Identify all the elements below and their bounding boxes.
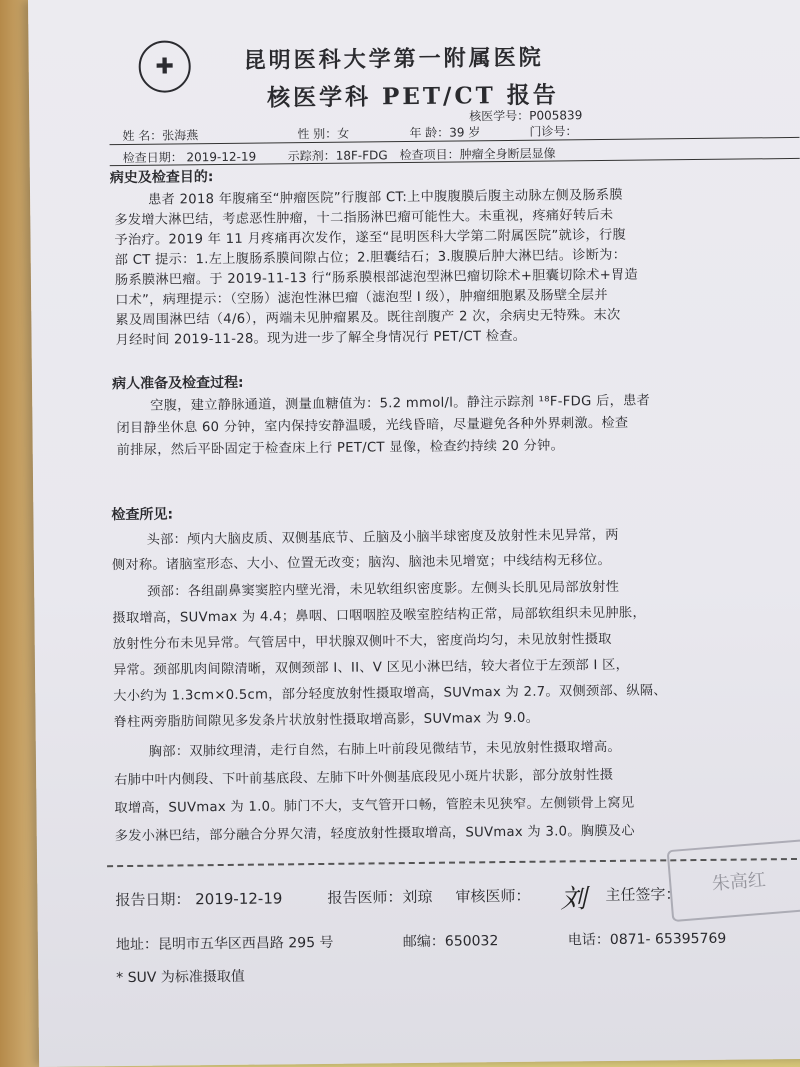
history-line: 肠系膜淋巴瘤。于 2019-11-13 行“肠系膜根部滤泡型淋巴瘤切除术+胆囊切除术+胃造 xyxy=(114,267,639,289)
patient-age: 年 龄：39 岁 xyxy=(409,125,481,141)
report-title: 核医学科 PET/CT 报告 xyxy=(266,81,559,112)
phone: 电话：0871- 65395769 xyxy=(567,930,727,949)
review-doctor: 审核医师： xyxy=(455,886,531,906)
history-line: 部 CT 提示：1.左上腹肠系膜间隙占位；2.胆囊结石；3.腹膜后肿大淋巴结。诊断为： xyxy=(114,247,627,269)
report-doctor: 报告医师：刘琼 xyxy=(327,887,433,907)
prep-title: 病人准备及检查过程: xyxy=(111,374,244,393)
findings-line: 颈部：各组副鼻窦窦腔内壁光滑，未见软组织密度影。左侧头长肌见局部放射性 xyxy=(147,579,620,600)
hospital-name: 昆明医科大学第一附属医院 xyxy=(243,44,544,74)
history-line: 患者 2018 年腹痛至“肿瘤医院”行腹部 CT:上中腹腹膜后腹主动脉左侧及肠系膜 xyxy=(148,187,623,208)
director-signature: 主任签字： xyxy=(605,885,681,905)
prep-line: 空腹，建立静脉通道，测量血糖值为：5.2 mmol/l。静注示踪剂 ¹⁸F-FDG 后，患者 xyxy=(150,393,651,414)
findings-line: 脊柱两旁脂肪间隙见多发条片状放射性摄取增高影，SUVmax 为 9.0。 xyxy=(113,710,540,731)
findings-line: 放射性分布未见异常。气管居中，甲状腺双侧叶不大，密度尚均匀，未见放射性摄取 xyxy=(112,631,612,653)
outpatient-number: 门诊号： xyxy=(529,124,578,139)
history-line: 月经时间 2019-11-28。现为进一步了解全身情况行 PET/CT 检查。 xyxy=(115,328,527,349)
findings-line: 胸部：双肺纹理清，走行自然，右肺上叶前段见微结节，未见放射性摄取增高。 xyxy=(148,739,621,760)
findings-line: 摄取增高，SUVmax 为 4.4；鼻咽、口咽咽腔及喉室腔结构正常，局部软组织未见肿胀， xyxy=(112,605,647,627)
findings-title: 检查所见: xyxy=(111,506,174,524)
exam-date: 检查日期： 2019-12-19 xyxy=(122,149,257,166)
hospital-emblem-icon: ✚ xyxy=(138,40,191,93)
findings-line: 大小约为 1.3cm×0.5cm，部分轻度放射性摄取增高，SUVmax 为 2.7。双侧颈部、纵隔、 xyxy=(113,683,667,705)
history-line: 予治疗。2019 年 11 月疼痛再次发作，遂至“昆明医科大学第二附属医院”就诊，行腹 xyxy=(114,227,627,249)
history-line: 口术”，病理提示：（空肠）滤泡性淋巴瘤（滤泡型 I 级），肿瘤细胞累及肠壁全层并 xyxy=(115,287,608,309)
history-title: 病史及检查目的: xyxy=(109,169,214,187)
postcode: 邮编：650032 xyxy=(402,933,499,951)
nuclear-medicine-number: 核医学号：P005839 xyxy=(469,108,583,124)
report-date: 报告日期： 2019-12-19 xyxy=(115,889,283,910)
patient-name: 姓 名：张海燕 xyxy=(122,128,199,144)
findings-line: 多发小淋巴结，部分融合分界欠清，轻度放射性摄取增高，SUVmax 为 3.0。胸膜及心 xyxy=(114,823,635,845)
prep-line: 前排尿，然后平卧固定于检查床上行 PET/CT 显像，检查约持续 20 分钟。 xyxy=(116,438,565,459)
prep-line: 闭目静坐休息 60 分钟，室内保持安静温暖，光线昏暗，尽量避免各种外界刺激。检查 xyxy=(116,415,629,437)
history-line: 多发增大淋巴结，考虑恶性肿瘤，十二指肠淋巴瘤可能性大。未重视，疼痛好转后未 xyxy=(114,207,614,229)
footnote: * SUV 为标准摄取值 xyxy=(116,968,245,987)
findings-line: 异常。颈部肌肉间隙清晰，双侧颈部 I、II、V 区见小淋巴结，较大者位于左颈部 I 区， xyxy=(112,657,630,679)
findings-line: 侧对称。诸脑室形态、大小、位置无改变；脑沟、脑池未见增宽；中线结构无移位。 xyxy=(111,552,612,574)
signature: 刘 xyxy=(560,884,587,915)
stamp: 朱高红 xyxy=(667,839,800,922)
history-line: 累及周围淋巴结（4/6），两端未见肿瘤累及。既往剖腹产 2 次，余病史无特殊。末次 xyxy=(115,307,621,329)
report-paper xyxy=(28,0,800,1067)
exam-item: 检查项目：肿瘤全身断层显像 xyxy=(399,146,556,163)
address: 地址：昆明市五华区西昌路 295 号 xyxy=(115,934,334,954)
findings-line: 取增高，SUVmax 为 1.0。肺门不大，支气管开口畅，管腔未见狭窄。左侧锁骨上窝见 xyxy=(114,795,635,817)
findings-line: 右肺中叶内侧段、下叶前基底段、左肺下叶外侧基底段见小斑片状影，部分放射性摄 xyxy=(114,767,614,789)
tracer: 示踪剂：18F-FDG xyxy=(287,148,388,164)
findings-line: 头部：颅内大脑皮质、双侧基底节、丘脑及小脑半球密度及放射性未见异常，两 xyxy=(146,527,619,548)
patient-sex: 性 别：女 xyxy=(297,126,350,142)
